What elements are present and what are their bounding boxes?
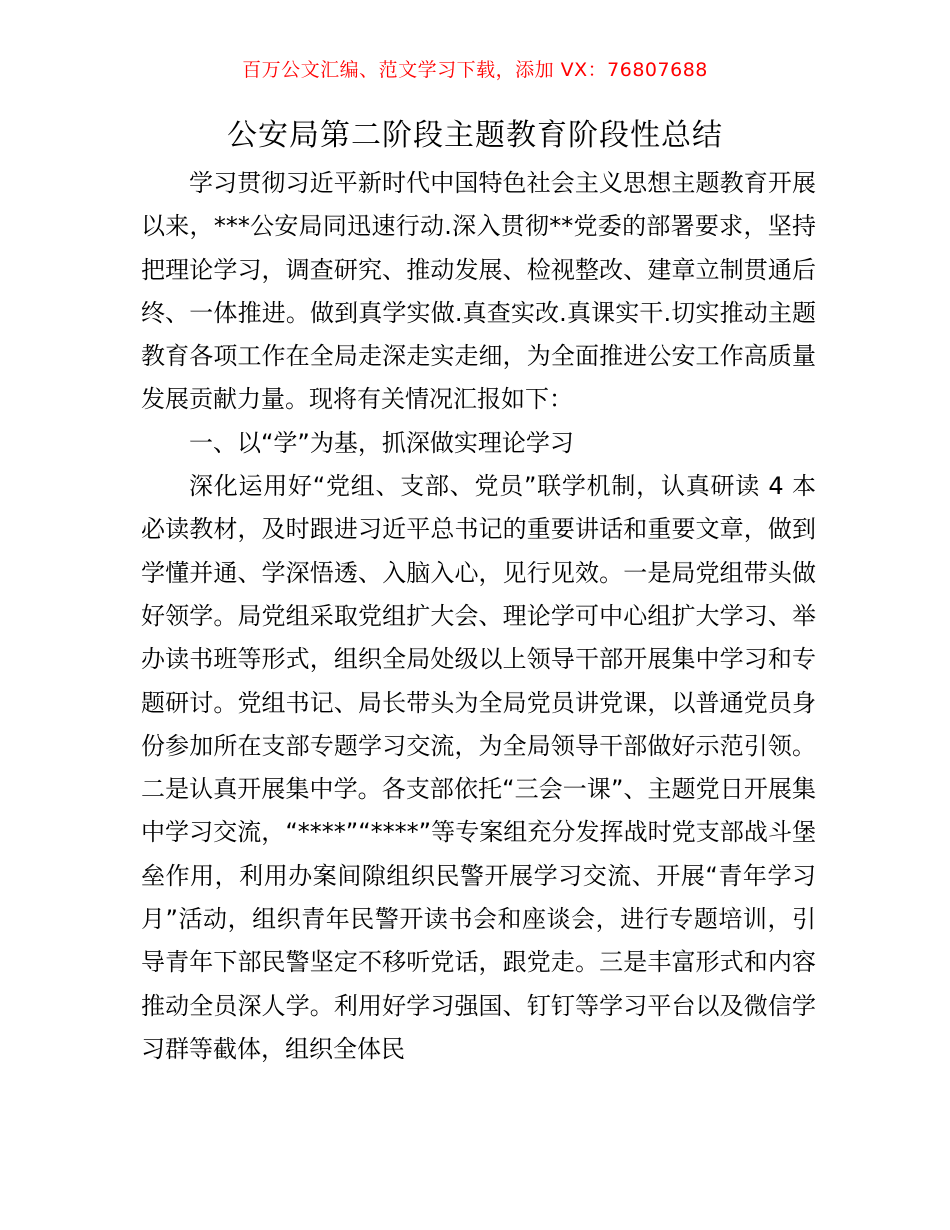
section-heading-1: 一、以“学”为基，抓深做实理论学习 — [189, 428, 574, 457]
intro-paragraph: 学习贯彻习近平新时代中国特色社会主义思想主题教育开展以来，***公安局同迅速行动.深入贯彻**党委的部署要求，坚持把理论学习，调查研究、推动发展、检视整改、建章立制贯通后终、一体推进。做到真学实做.真查实改.真课实干.切实推动主题教育各项工作在全局走深走实走细，为全面推进公安工作高质量发展贡献力量。现将有关情况汇报如下： — [141, 169, 816, 414]
watermark-header: 百万公文汇编、范文学习下载，添加 VX：76807688 — [242, 59, 708, 81]
section-1-paragraph: 深化运用好“党组、支部、党员”联学机制，认真研读 4 本必读教材，及时跟进习近平总书记的重要讲话和重要文章，做到学懂并通、学深悟透、入脑入心，见行见效。一是局党组带头做好领学。局党组采取党组扩大会、理论学可中心组扩大学习、举办读书班等形式，组织全局处级以上领导干部开展集中学习和专题研讨。党组书记、局长带头为全局党员讲党课，以普通党员身份参加所在支部专题学习交流，为全局领导干部做好示范引领。二是认真开展集中学。各支部依托“三会一课”、主题党日开展集中学习交流，“****”“****”等专案组充分发挥战时党支部战斗堡垒作用，利用办案间隙组织民警开展学习交流、开展“青年学习月”活动，组织青年民警开读书会和座谈会，进行专题培训，引导青年下部民警坚定不移听党话，跟党走。三是丰富形式和内容推动全员深人学。利用好学习强国、钉钉等学习平台以及微信学习群等截体，组织全体民 — [141, 472, 816, 1063]
document-body — [141, 162, 816, 1071]
document-title: 公安局第二阶段主题教育阶段性总结 — [227, 118, 723, 153]
